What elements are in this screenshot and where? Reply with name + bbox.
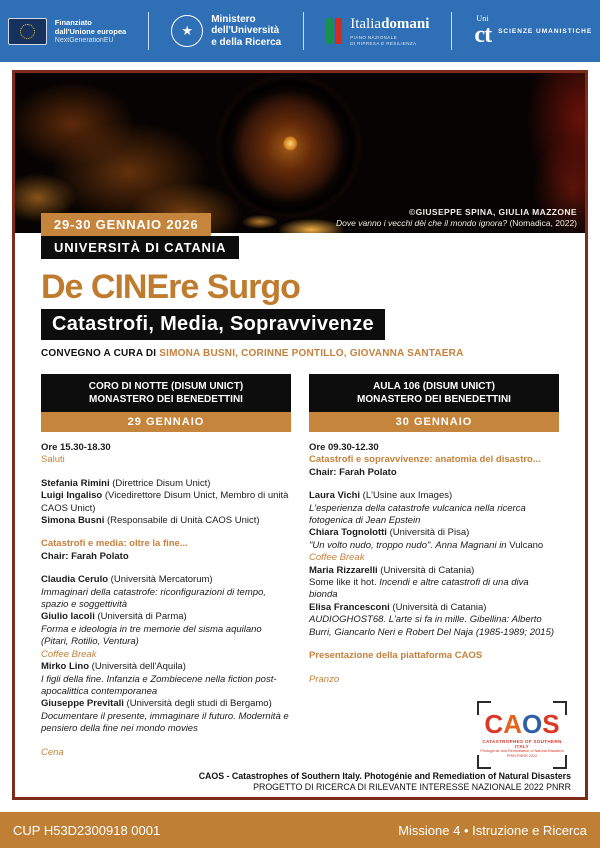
curator-names: SIMONA BUSNI, CORINNE PONTILLO, GIOVANNA SANTAERA [159,348,464,359]
column-venue-day1: CORO DI NOTTE (DISUM UNICT) MONASTERO DEI BENEDETTINI [41,374,291,412]
column-day-badge-day1: 29 GENNAIO [41,412,291,432]
program-line: Simona Busni (Responsabile di Unità CAOS Unict) [41,515,260,527]
program-line [41,467,291,478]
program-line: Mirko Lino (Università dell'Aquila) [41,661,186,673]
program-column-day1 [41,374,291,759]
program-line: Giuseppe Previtali (Università degli studi di Bergamo) [41,698,272,710]
italiadomani-logo [326,16,429,46]
program-line: AUDIOGHOST68. L'arte si fa in mille. Gibellina: Alberto Burri, Giancarlo Neri e Robert Del Naja (1985-1989; 2015) [309,614,555,638]
program-line: Presentazione della piattaforma CAOS [309,650,483,662]
program-line: "Un volto nudo, troppo nudo". Anna Magnani in Vulcano [309,539,544,551]
eu-logo [8,18,126,45]
program-line: Luigi Ingaliso (Vicedirettore Disum Unict, Membro di unità CAOS Unict) [41,490,289,514]
program-line: Ore 09.30-12.30 [309,442,379,453]
event-badges [41,213,239,259]
program-line: Some like it hot. Incendi e altre catastrofi di una diva bionda [309,577,529,601]
caos-subtext: Photogénie and Remediation of Natural Disasters PRIN PNRR 2022 [480,749,564,758]
program-line: Chiara Tognolotti (Università di Pisa) [309,527,470,539]
program-line: Elisa Francesconi (Università di Catania) [309,601,487,613]
frame-corner-icon [477,701,491,715]
program-line [309,639,559,650]
ministero-logo-text: Ministero dell'Università e della Ricerca [211,13,282,48]
program-line [309,479,559,490]
photo-credit: ©GIUSEPPE SPINA, GIULIA MAZZONE Dove vanno i vecchi dèi che il mondo ignora? (Nomadica, 2022) [336,207,577,228]
caos-subtitle: CATASTROPHES OF SOUTHERN ITALY [482,739,562,749]
header-divider [451,12,452,50]
frame-corner-icon [553,755,567,769]
event-title: De CINEre Surgo [41,268,300,306]
program-line: I figli della fine. Infanzia e Zombiecene nella fiction post-apocalittica contemporanea [41,673,277,697]
program-line: Chair: Farah Polato [309,466,397,478]
poster-content [15,233,585,759]
header-divider [148,12,149,50]
program-line: Maria Rizzarelli (Università di Catania) [309,564,475,576]
program-line: Immaginari della catastrofe: riconfigurazioni di tempo, spazio e soggettività [41,586,266,611]
venue-badge: UNIVERSITÀ DI CATANIA [41,236,239,259]
program-line: Forma e ideologia in tre memorie del sisma aquilano (Pitari, Rotilio, Ventura) [41,623,262,648]
column-venue-day2: AULA 106 (DISUM UNICT) MONASTERO DEI BENEDETTINI [309,374,559,412]
header-divider [303,12,304,50]
program-line: Chair: Farah Polato [41,550,129,562]
program-line: Documentare il presente, immaginare il futuro. Modernità e pensiero della fine nei mondo movies [41,710,289,735]
program-line [309,663,559,674]
program-lines-day1 [41,442,291,759]
mission-label: Missione 4 • Istruzione e Ricerca [398,822,587,838]
bottom-bar [0,812,600,848]
unict-mark-icon: Uni ct [474,14,492,48]
program-line: Catastrofi e sopravvivenze: anatomia del disastro... [309,454,541,466]
ministero-emblem-icon: ★ [171,15,203,47]
program-line: Catastrofi e media: oltre la fine... [41,538,188,550]
funding-header [0,0,600,62]
frame-corner-icon [477,755,491,769]
curators-line: CONVEGNO A CURA DI SIMONA BUSNI, CORINNE PONTILLO, GIOVANNA SANTAERA [41,348,464,359]
caos-logo [477,701,567,769]
program-line: Coffee Break [309,552,365,564]
hero-image [15,73,585,233]
date-badge: 29-30 GENNAIO 2026 [41,213,211,236]
program-line: Giulio Iacoli (Università di Parma) [41,611,187,623]
italiadomani-logo-text: Italiadomani PIANO NAZIONALE DI RIPRESA E RESILIENZA [350,16,430,46]
caos-wordmark: CAOS [484,709,560,739]
eu-flag-icon [8,18,47,45]
ministero-logo [171,14,281,49]
program-line [41,736,291,747]
footer-credits: CAOS - Catastrophes of Southern Italy. Photogénie and Remediation of Natural Disasters PROGETTO DI RICERCA DI RILEVANTE INTERESSE NAZIONALE 2022 PNRR [198,771,571,792]
program-lines-day2 [309,442,559,686]
program-line: Stefania Rimini (Direttrice Disum Unict) [41,477,211,489]
program-line: Cena [41,746,64,758]
frame-corner-icon [553,701,567,715]
unict-logo [474,15,592,47]
program-line: Pranzo [309,673,340,685]
program-line: Saluti [41,454,65,466]
cup-code: CUP H53D2300918 0001 [13,822,161,838]
program-line: Coffee Break [41,648,97,660]
program-line: Claudia Cerulo (Università Mercatorum) [41,574,213,586]
italy-flag-icon [326,17,342,45]
program-line: L'esperienza della catastrofe vulcanica nella ricerca fotogenica di Jean Epstein [309,502,526,527]
poster-frame [12,70,588,800]
program-line [41,527,291,538]
program-line: Laura Vichi (L'Usine aux Images) [309,490,453,502]
unict-department-label: SCIENZE UMANISTICHE [498,27,593,35]
column-day-badge-day2: 30 GENNAIO [309,412,559,432]
event-subtitle: Catastrofi, Media, Sopravvivenze [41,309,385,340]
eu-logo-text: Finanziato dall'Unione europea NextGenerationEU [54,17,127,44]
program-line [41,563,291,574]
program-line: Ore 15.30-18.30 [41,442,111,453]
